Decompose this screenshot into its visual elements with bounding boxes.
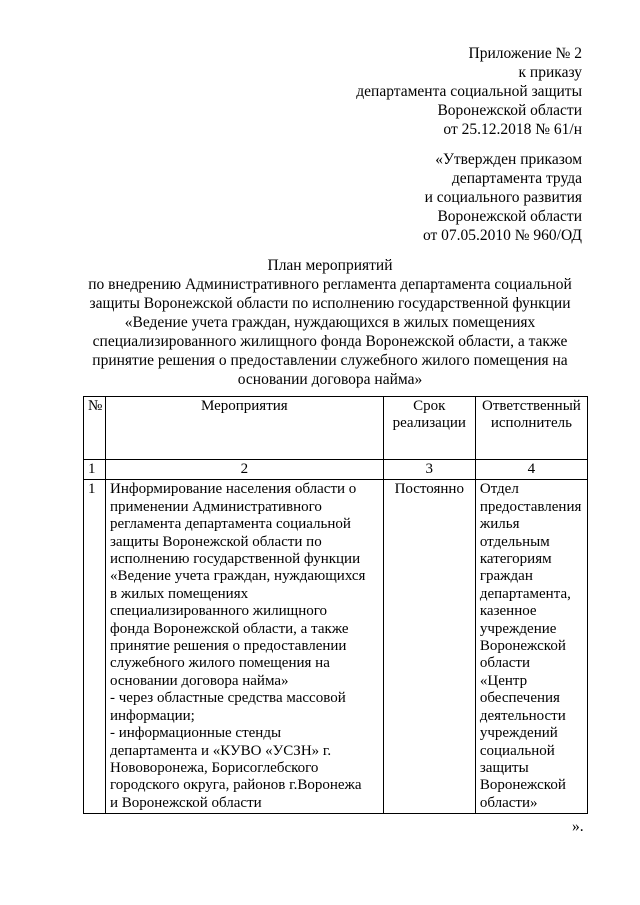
title-line: «Ведение учета граждан, нуждающихся в жилых помещениях: [124, 314, 536, 331]
activity-line: городского округа, районов г.Воронежа: [110, 777, 362, 794]
plan-title: [70, 256, 590, 389]
column-number: 4: [475, 460, 587, 480]
responsible-line: Отдел: [479, 481, 519, 498]
activity-line: Нововоронежа, Борисоглебского: [110, 759, 319, 776]
responsible-line: учреждение: [479, 620, 557, 637]
activity-line: регламента департамента социальной: [110, 516, 351, 533]
activity-line: защиты Воронежской области по: [110, 533, 322, 550]
responsible-line: «Центр: [479, 672, 528, 689]
column-number: 1: [84, 460, 106, 480]
column-number: 3: [383, 460, 475, 480]
closing-quote: ».: [572, 818, 584, 835]
row-num: 1: [84, 480, 106, 814]
activity-line: принятие решения о предоставлении: [110, 638, 347, 655]
activity-line: фонда Воронежской области, а также: [110, 620, 349, 637]
activity-line: «Ведение учета граждан, нуждающихся: [110, 568, 366, 585]
title-line: основании договора найма»: [237, 371, 423, 388]
responsible-line: Воронежской: [479, 777, 566, 794]
activity-line: - информационные стенды: [110, 725, 282, 742]
plan-table: [83, 396, 588, 814]
responsible-line: области»: [479, 794, 538, 811]
responsible-line: обеспечения: [479, 690, 560, 707]
title-line: План мероприятий: [267, 257, 393, 274]
row-responsible: [475, 480, 587, 814]
approval-line: «Утвержден приказом: [435, 151, 582, 168]
annex-line: от 25.12.2018 № 61/н: [443, 121, 582, 138]
activity-line: - через областные средства массовой: [110, 690, 346, 707]
title-line: по внедрению Административного регламента департамента социальной: [88, 276, 572, 293]
row-activity: [106, 480, 384, 814]
header-num: №: [84, 397, 106, 460]
activity-line: информации;: [110, 707, 195, 724]
responsible-line: защиты: [479, 759, 529, 776]
responsible-line: предоставления: [479, 498, 582, 515]
activity-line: специализированного жилищного: [110, 603, 328, 620]
annex-line: к приказу: [518, 64, 582, 81]
approval-line: и социального развития: [424, 189, 582, 206]
activity-line: департамента и «КУВО «УСЗН» г.: [110, 742, 332, 759]
approval-line: департамента труда: [451, 170, 582, 187]
activity-line: в жилых помещениях: [110, 585, 249, 602]
header-activities: Мероприятия: [106, 397, 384, 460]
column-number: 2: [106, 460, 384, 480]
responsible-line: категориям: [479, 551, 552, 568]
responsible-line: области: [479, 655, 531, 672]
annex-line: департамента социальной защиты: [356, 83, 582, 100]
responsible-line: учреждений: [479, 725, 558, 742]
activity-line: исполнению государственной функции: [110, 551, 361, 568]
row-term: Постоянно: [383, 480, 475, 814]
activity-line: Информирование населения области о: [110, 481, 357, 498]
header-term: Срок реализации: [383, 397, 475, 460]
table-header-row: [84, 397, 588, 460]
annex-line: Приложение № 2: [468, 45, 582, 62]
activity-line: применении Административного: [110, 498, 322, 515]
responsible-line: отдельным: [479, 533, 550, 550]
title-line: специализированного жилищного фонда Воронежской области, а также: [92, 333, 568, 350]
annex-block: [356, 44, 582, 139]
table-row: [84, 480, 588, 814]
responsible-line: департамента,: [479, 585, 571, 602]
responsible-line: казенное: [479, 603, 537, 620]
annex-line: Воронежской области: [437, 102, 582, 119]
title-line: принятие решения о предоставлении служебного жилого помещения на: [92, 352, 568, 369]
approval-block: [423, 150, 582, 245]
approval-line: Воронежской области: [437, 208, 582, 225]
responsible-line: социальной: [479, 742, 555, 759]
activity-line: и Воронежской области: [110, 794, 262, 811]
activity-line: основании договора найма»: [110, 672, 289, 689]
title-line: защиты Воронежской области по исполнению государственной функции: [89, 295, 571, 312]
approval-line: от 07.05.2010 № 960/ОД: [422, 227, 582, 244]
responsible-line: граждан: [479, 568, 533, 585]
responsible-line: деятельности: [479, 707, 566, 724]
column-number-row: [84, 460, 588, 480]
responsible-line: Воронежской: [479, 638, 566, 655]
header-responsible: Ответственный исполнитель: [475, 397, 587, 460]
responsible-line: жилья: [479, 516, 520, 533]
activity-line: служебного жилого помещения на: [110, 655, 330, 672]
